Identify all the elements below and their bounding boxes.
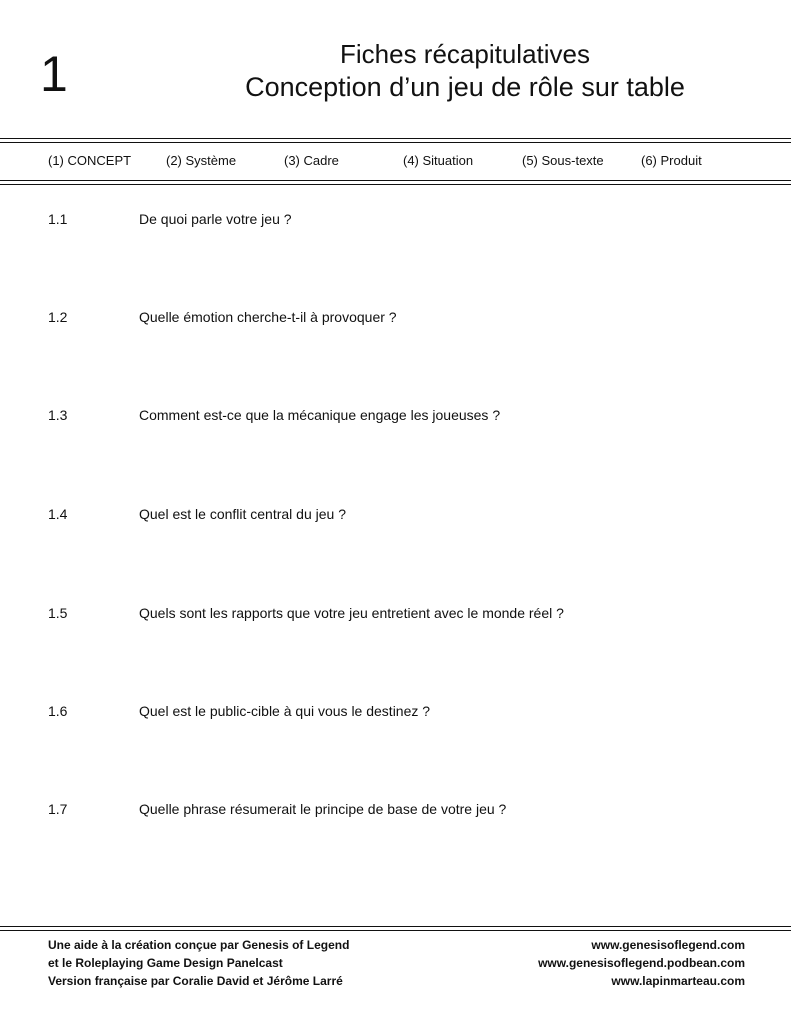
tab-situation: (4) Situation [403, 153, 474, 168]
footer-credits [48, 936, 349, 990]
question-text: Quelle phrase résumerait le principe de base de votre jeu ? [139, 801, 507, 817]
question-number: 1.3 [48, 407, 68, 423]
tab-concept: (1) CONCEPT [48, 153, 132, 168]
page-number: 1 [40, 46, 68, 102]
footer-link[interactable]: www.genesisoflegend.podbean.com [538, 956, 745, 970]
question-number: 1.7 [48, 801, 68, 817]
tab-cadre: (3) Cadre [284, 153, 339, 168]
question-text: Quel est le conflit central du jeu ? [139, 506, 347, 522]
question-item [0, 306, 791, 330]
credit-line: Version française par Coralie David et Jérôme Larré [48, 974, 343, 988]
credit-line: Une aide à la création conçue par Genesis of Legend [48, 938, 350, 952]
tabs-divider-bottom [0, 180, 791, 185]
question-item [0, 700, 791, 724]
footer-link[interactable]: www.lapinmarteau.com [611, 974, 745, 988]
question-text: Quels sont les rapports que votre jeu entretient avec le monde réel ? [139, 605, 564, 621]
tab-systeme: (2) Système [166, 153, 237, 168]
footer-link[interactable]: www.genesisoflegend.com [591, 938, 745, 952]
footer-links [538, 936, 745, 990]
question-number: 1.6 [48, 703, 68, 719]
question-number: 1.4 [48, 506, 68, 522]
header-divider-top [0, 138, 791, 143]
question-number: 1.5 [48, 605, 68, 621]
tab-sous-texte: (5) Sous-texte [522, 153, 604, 168]
page-title [200, 38, 730, 104]
question-item [0, 404, 791, 428]
question-item [0, 503, 791, 527]
question-text: De quoi parle votre jeu ? [139, 211, 292, 227]
title-line-2: Conception d’un jeu de rôle sur table [245, 72, 685, 102]
tab-produit: (6) Produit [641, 153, 702, 168]
question-number: 1.1 [48, 211, 68, 227]
question-text: Quel est le public-cible à qui vous le destinez ? [139, 703, 431, 719]
footer-divider [0, 926, 791, 931]
question-item [0, 798, 791, 822]
question-text: Comment est-ce que la mécanique engage les joueuses ? [139, 407, 501, 423]
question-item [0, 602, 791, 626]
question-text: Quelle émotion cherche-t-il à provoquer ? [139, 309, 397, 325]
question-item [0, 208, 791, 232]
title-line-1: Fiches récapitulatives [340, 39, 590, 69]
section-tabs [0, 151, 791, 171]
credit-line: et le Roleplaying Game Design Panelcast [48, 956, 283, 970]
question-number: 1.2 [48, 309, 68, 325]
